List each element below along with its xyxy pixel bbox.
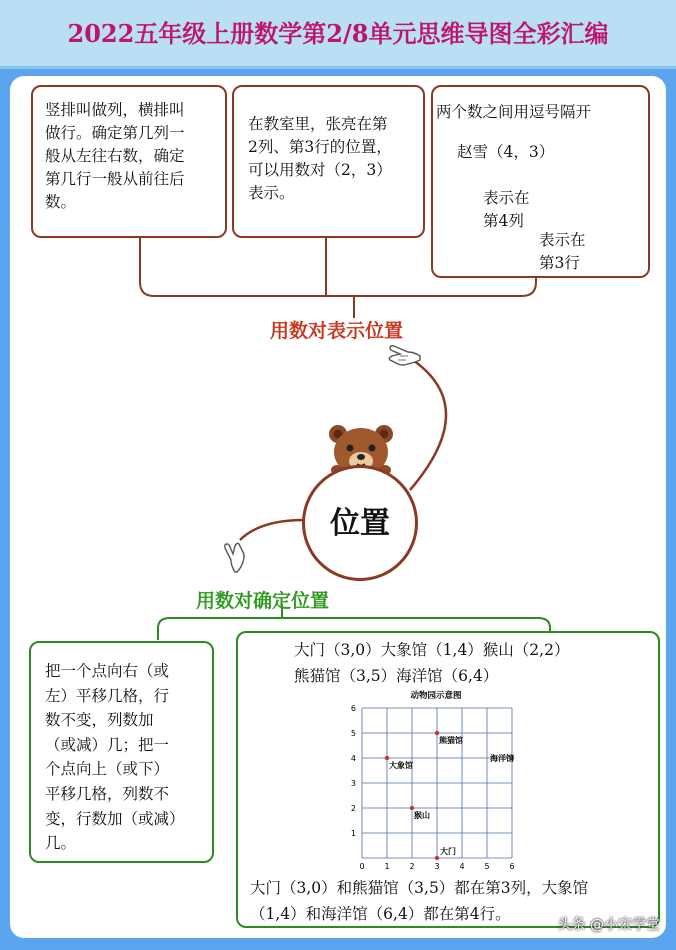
watermark: 头条 @小宋学堂 [557, 917, 660, 933]
page-title: 2022五年级上册数学第2/8单元思维导图全彩汇编 [67, 19, 609, 48]
grid-point-label: 大象馆 [389, 761, 413, 770]
example-pair: 赵雪（4，3） [457, 143, 555, 161]
rows-columns-text: 竖排叫做列，横排叫 做行。确定第几列一 般从左往右数，确定 第几行一般从前往后 数。 [45, 101, 185, 211]
y-tick-label: 1 [350, 829, 356, 838]
rows-columns-box [31, 85, 227, 238]
zoo-conclusion: 大门（3,0）和熊猫馆（3,5）都在第3列，大象馆 （1,4）和海洋馆（6,4）都在第4行。 [250, 879, 589, 923]
grid-point [410, 806, 414, 810]
zoo-grid-chart [346, 688, 526, 873]
heading-determine-position: 用数对确定位置 [196, 590, 330, 612]
heading-represent-position: 用数对表示位置 [270, 320, 404, 342]
x-tick-label: 3 [434, 862, 440, 871]
classroom-example-box [232, 85, 425, 238]
grid-point-label: 海洋馆 [490, 754, 514, 763]
zoo-coordinates-line1: 大门（3,0）大象馆（1,4）猴山（2,2） [294, 641, 570, 659]
grid-point-label: 大门 [440, 847, 456, 856]
grid-point [435, 731, 439, 735]
x-tick-label: 4 [459, 862, 465, 871]
classroom-example-text: 在教室里，张亮在第 2列、第3行的位置， 可以用数对（2，3） 表示。 [248, 115, 392, 202]
x-tick-label: 6 [509, 862, 515, 871]
center-title: 位置 [330, 506, 390, 541]
x-tick-label: 0 [359, 862, 365, 871]
column-note: 表示在 第4列 [483, 189, 530, 230]
y-tick-label: 6 [350, 704, 356, 713]
y-tick-label: 3 [350, 779, 356, 788]
y-tick-label: 4 [350, 754, 356, 763]
translation-rule-text: 把一个点向右（或 左）平移几格，行 数不变，列数加 （或减）几；把一 个点向上（或下） 平移几格，列数不 变，行数加（或减） 几。 [45, 662, 185, 853]
x-tick-label: 1 [384, 862, 390, 871]
grid-point-label: 猴山 [414, 811, 430, 820]
grid-point [435, 856, 439, 860]
translation-rule-box [29, 641, 214, 863]
pointing-hand-icon [384, 340, 422, 368]
grid-point [385, 756, 389, 760]
comma-note: 两个数之间用逗号隔开 [436, 103, 592, 121]
grid-point-label: 熊猫馆 [439, 736, 463, 745]
x-tick-label: 5 [484, 862, 490, 871]
zoo-coordinates-line2: 熊猫馆（3,5）海洋馆（6,4） [294, 667, 499, 685]
pointing-hand-down-icon [223, 538, 249, 574]
y-tick-label: 2 [350, 804, 356, 813]
zoo-map-box [236, 631, 660, 928]
x-tick-label: 2 [409, 862, 415, 871]
y-tick-label: 5 [350, 729, 356, 738]
row-note: 表示在 第3行 [539, 231, 586, 272]
notation-box [431, 85, 650, 278]
grid-title: 动物园示意图 [410, 691, 462, 701]
